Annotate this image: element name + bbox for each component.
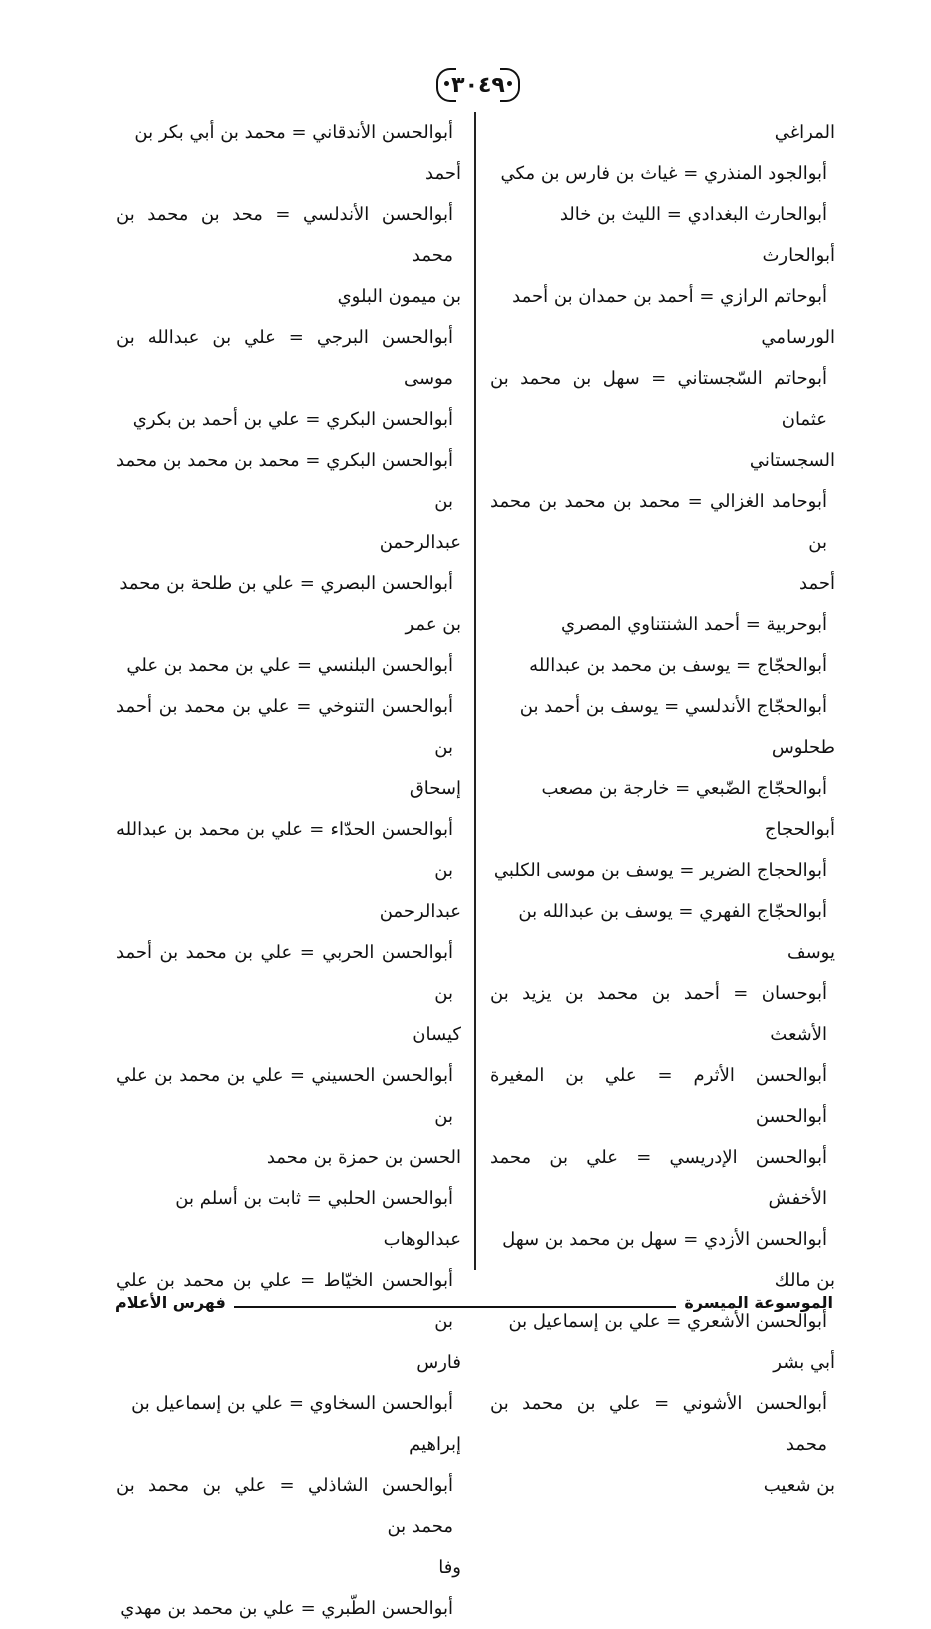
- index-entry-continuation: إسحاق: [409, 778, 461, 799]
- index-entry: أبوالحسن الأشوني = علي بن محمد بن محمد: [490, 1393, 827, 1455]
- index-entry-continuation: الحسن بن حمزة بن محمد: [266, 1147, 461, 1168]
- index-entry: أبوالحسن الطّبري = علي بن محمد بن مهدي: [120, 1598, 453, 1619]
- index-entry-continuation: الورسامي: [761, 327, 835, 348]
- footer-rule: [234, 1306, 677, 1308]
- index-entry-continuation: يوسف: [786, 942, 835, 963]
- ornament-dot-left: [444, 81, 449, 86]
- ornament-dot-right: [507, 81, 512, 86]
- column-divider: [474, 112, 476, 1270]
- index-entry: أبوالحسن السخاوي = علي بن إسماعيل بن: [131, 1393, 453, 1414]
- index-entry-continuation: عبدالوهاب: [383, 1229, 461, 1250]
- index-entry-continuation: كيسان: [412, 1024, 461, 1045]
- index-entry-continuation: أبوالحجاج: [764, 819, 835, 840]
- index-entry: أبوالحسن الحلبي = ثابت بن أسلم بن: [175, 1188, 453, 1209]
- page-number-frame: [436, 68, 520, 102]
- index-entry: أبوالحجّاج الأندلسي = يوسف بن أحمد بن: [519, 696, 827, 717]
- index-entry-continuation: أبي بشر: [773, 1352, 835, 1373]
- index-entry-continuation: بن مالك: [774, 1270, 835, 1291]
- index-entry: أبوالحسن الأندقاني = محمد بن أبي بكر بن: [134, 122, 453, 143]
- index-entry: أبوحسان = أحمد بن محمد بن يزيد بن الأشعث: [490, 983, 827, 1045]
- index-entry: أبوالحسن الحدّاء = علي بن محمد بن عبدالله بن: [116, 819, 453, 881]
- index-entry: أبوالحسن الأشعري = علي بن إسماعيل بن: [508, 1311, 827, 1332]
- index-entry: أبوالحسن البرجي = علي بن عبدالله بن موسى: [116, 327, 453, 389]
- index-entry: أبوالحسن التنوخي = علي بن محمد بن أحمد بن: [116, 696, 453, 758]
- index-entry: أبوالحسن البصري = علي بن طلحة بن محمد: [119, 573, 453, 594]
- footer-section-title: فهرس الأعلام: [115, 1292, 226, 1312]
- left-column: [116, 112, 461, 1629]
- index-entry: أبوالحسن البلنسي = علي بن محمد بن علي: [126, 655, 453, 676]
- index-entry: أبوالحسن الأثرم = علي بن المغيرة أبوالحسن: [490, 1065, 827, 1127]
- index-entry: أبوالحجّاج الفهري = يوسف بن عبدالله بن: [518, 901, 827, 922]
- index-entry-continuation: عبدالرحمن: [379, 532, 461, 553]
- index-entry-continuation: إبراهيم: [409, 1434, 461, 1455]
- index-entry-continuation: بن عمر: [405, 614, 461, 635]
- footer-book-title: الموسوعة الميسرة: [684, 1292, 833, 1312]
- index-entry: أبوالحجّاج الضّبعي = خارجة بن مصعب: [541, 778, 827, 799]
- index-entry-continuation: أحمد: [799, 573, 835, 594]
- index-entry: أبوحامد الغزالي = محمد بن محمد بن محمد بن: [490, 491, 827, 553]
- index-entry: أبوالحسن الإدريسي = علي بن محمد الأخفش: [490, 1147, 827, 1209]
- index-entry-continuation: فارس: [416, 1352, 461, 1373]
- index-entry: أبوالحسن البكري = محمد بن محمد بن محمد بن: [116, 450, 453, 512]
- page-footer: [115, 1288, 833, 1316]
- index-entry-continuation: أحمد: [425, 163, 461, 184]
- index-entry-continuation: بن ميمون البلوي: [337, 286, 461, 307]
- index-entry-continuation: السجستاني: [749, 450, 835, 471]
- index-entry: أبوحاتم الرازي = أحمد بن حمدان بن أحمد: [512, 286, 827, 307]
- index-entry: أبوالحارث البغدادي = الليث بن خالد: [559, 204, 827, 225]
- index-entry: أبوالحسن الأزدي = سهل بن محمد بن سهل: [502, 1229, 827, 1250]
- index-entry: أبوالحجاج الضرير = يوسف بن موسى الكلبي: [493, 860, 827, 881]
- index-entry-continuation: عبدالرحمن: [379, 901, 461, 922]
- index-entry-continuation: المراغي: [774, 122, 835, 143]
- index-entry: أبوالحسن الحربي = علي بن محمد بن أحمد بن: [116, 942, 453, 1004]
- index-entry: أبوالحسن البكري = علي بن أحمد بن بكري: [132, 409, 453, 430]
- index-entry: أبوالحسن الشاذلي = علي بن محمد بن محمد بن: [116, 1475, 453, 1537]
- index-entry-continuation: أبوالحارث: [762, 245, 835, 266]
- page-number: ٣٠٤٩: [451, 72, 505, 98]
- index-entry: أبوالحجّاج = يوسف بن محمد بن عبدالله: [529, 655, 827, 676]
- index-entry-continuation: وفا: [438, 1557, 461, 1578]
- index-entry: أبوالجود المنذري = غياث بن فارس بن مكي: [500, 163, 827, 184]
- index-entry: أبوالحسن الخيّاط = علي بن محمد بن علي بن: [116, 1270, 453, 1332]
- index-entry: أبوالحسن الأندلسي = محد بن محمد بن محمد: [116, 204, 453, 266]
- index-entry-continuation: طحلوس: [771, 737, 835, 758]
- index-entry: أبوحربية = أحمد الشنتناوي المصري: [560, 614, 827, 635]
- index-entry: أبوحاتم السّجستاني = سهل بن محمد بن عثمان: [490, 368, 827, 430]
- index-entry-continuation: بن شعيب: [763, 1475, 835, 1496]
- index-entry: أبوالحسن الحسيني = علي بن محمد بن علي بن: [116, 1065, 453, 1127]
